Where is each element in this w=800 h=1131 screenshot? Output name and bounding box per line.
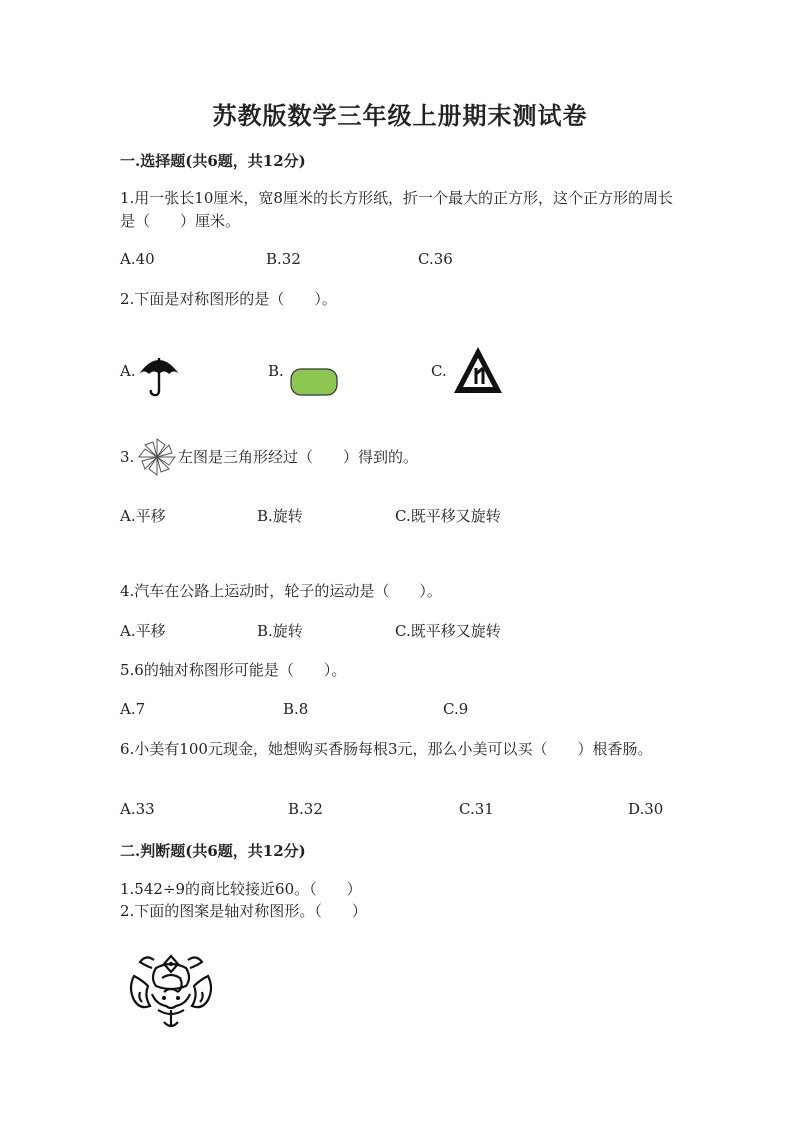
q1-option-c: C.36 — [418, 250, 453, 268]
q3-option-b: B.旋转 — [257, 507, 303, 525]
rounded-rectangle-icon — [290, 368, 338, 396]
judgment-question-1: 1.542÷9的商比较接近60。（ ） — [120, 880, 362, 898]
question-3-prefix: 3. — [120, 448, 135, 466]
q2-option-b-label: B. — [268, 362, 284, 380]
q6-option-d: D.30 — [628, 800, 664, 818]
question-3: 左图是三角形经过（ ）得到的。 — [178, 448, 419, 466]
page-title: 苏教版数学三年级上册期末测试卷 — [212, 101, 588, 130]
q6-option-b: B.32 — [288, 800, 323, 818]
q3-option-a: A.平移 — [120, 507, 166, 525]
question-6: 6.小美有100元现金，她想购买香肠每根3元，那么小美可以买（ ）根香肠。 — [120, 740, 653, 758]
section-header-choice: 一.选择题(共6题，共12分) — [120, 152, 306, 170]
ornamental-pattern-icon — [126, 952, 216, 1032]
q6-option-c: C.31 — [459, 800, 494, 818]
q2-option-c-label: C. — [431, 362, 447, 380]
q6-option-a: A.33 — [120, 800, 155, 818]
pinwheel-icon — [138, 438, 176, 476]
question-1: 1.用一张长10厘米，宽8厘米的长方形纸，折一个最大的正方形，这个正方形的周长是（ ）厘米。 — [120, 189, 673, 230]
judgment-question-2: 2.下面的图案是轴对称图形。（ ） — [120, 902, 367, 920]
q3-option-c: C.既平移又旋转 — [395, 507, 501, 525]
q2-option-a-label: A. — [120, 362, 136, 380]
q4-option-a: A.平移 — [120, 622, 166, 640]
umbrella-icon — [137, 352, 181, 398]
q4-option-b: B.旋转 — [257, 622, 303, 640]
q5-option-c: C.9 — [443, 700, 469, 718]
question-5: 5.6的轴对称图形可能是（ ）。 — [120, 661, 347, 679]
q4-option-c: C.既平移又旋转 — [395, 622, 501, 640]
section-header-judgment: 二.判断题(共6题，共12分) — [120, 842, 306, 860]
q1-option-b: B.32 — [266, 250, 301, 268]
q1-option-a: A.40 — [120, 250, 155, 268]
q5-option-a: A.7 — [120, 700, 146, 718]
question-4: 4.汽车在公路上运动时，轮子的运动是（ ）。 — [120, 582, 442, 600]
road-warning-sign-icon — [452, 344, 504, 396]
question-2: 2.下面是对称图形的是（ ）。 — [120, 290, 337, 308]
q5-option-b: B.8 — [283, 700, 309, 718]
